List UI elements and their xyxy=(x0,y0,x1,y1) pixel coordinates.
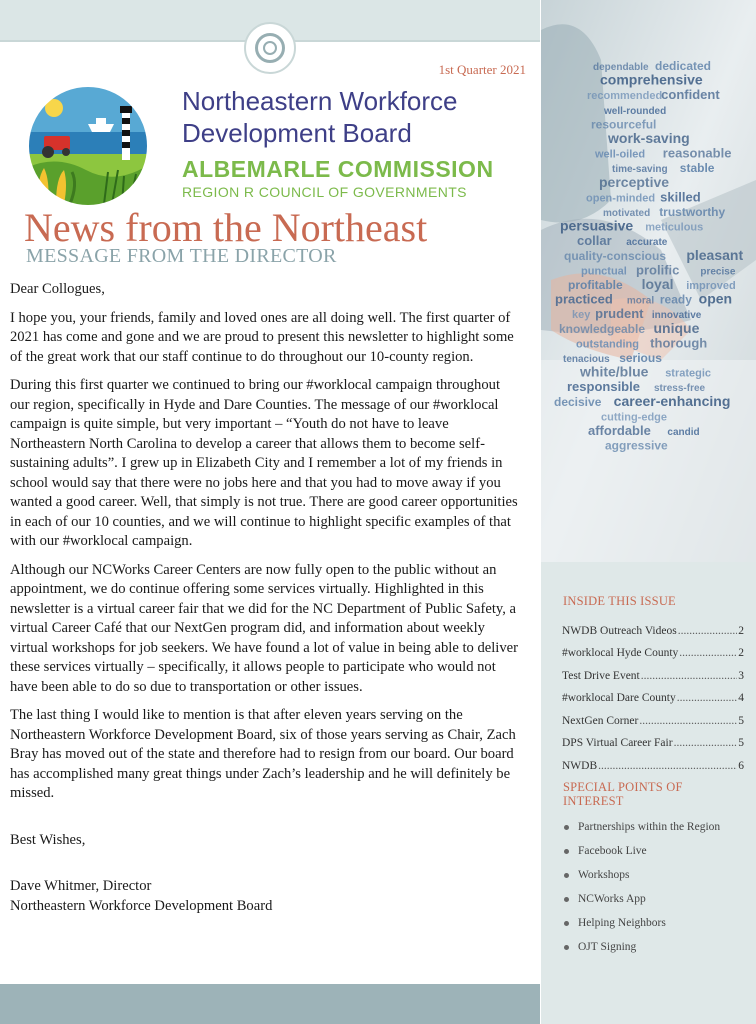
toc-item[interactable] xyxy=(562,727,744,750)
toc-item[interactable] xyxy=(562,749,744,772)
word-cloud-word: stable xyxy=(679,161,715,176)
word-cloud-word: dedicated xyxy=(655,59,712,73)
letter-paragraph: The last thing I would like to mention is that after eleven years serving on the Northeastern Workforce Development Board, six of those years serving as Chair, Zach Bray has moved out of the state and therefore had to resign from our board. Our board has accomplished many great things under Zach’s leadership and he will definitely be missed. xyxy=(10,707,516,801)
word-cloud-word: accurate xyxy=(626,237,668,249)
word-cloud-word: recommended xyxy=(587,90,663,103)
org-name-line1: Northeastern Workforce xyxy=(182,86,458,116)
word-cloud-word: cutting-edge xyxy=(601,411,667,424)
toc-page: 6 xyxy=(738,759,744,772)
word-cloud-word: aggressive xyxy=(605,438,668,453)
word-cloud-word: strategic xyxy=(665,367,712,380)
letter-signer: Dave Whitmer, Director xyxy=(10,878,152,894)
special-points-heading: SPECIAL POINTS OF INTEREST xyxy=(563,780,683,808)
word-cloud-word: meticulous xyxy=(645,221,704,234)
word-cloud-word: persuasive xyxy=(560,217,634,234)
word-cloud-word: tenacious xyxy=(563,354,610,365)
word-cloud-word: perceptive xyxy=(599,173,670,190)
toc-page: 2 xyxy=(738,624,744,637)
toc-item[interactable] xyxy=(562,682,744,705)
toc-label: #worklocal Hyde County xyxy=(562,647,679,659)
word-cloud-word: resourceful xyxy=(591,117,657,132)
letter-signer-org: Northeastern Workforce Development Board xyxy=(10,897,273,914)
list-item: Facebook Live xyxy=(562,844,742,858)
list-item: OJT Signing xyxy=(562,940,742,954)
word-cloud-word: open-minded xyxy=(586,192,656,205)
word-cloud-word: comprehensive xyxy=(600,71,703,88)
letter-closing: Best Wishes, xyxy=(10,831,86,848)
toc-label: NWDB Outreach Videos xyxy=(562,624,677,637)
org-name-line2: Development Board xyxy=(182,118,412,148)
section-subtitle: MESSAGE FROM THE DIRECTOR xyxy=(26,245,337,267)
word-cloud-word: well-rounded xyxy=(604,105,667,117)
letter-paragraph: During this first quarter we continued to bring our #worklocal campaign throughout our region, specifically in Hyde and Dare Counties. The message of our #worklocal campaign is quite simple, but very important – “Youth do not have to leave Northeastern North Carolina to develop a career that allows them to become self-sustaining adults”. I grew up in Elizabeth City and I remember a lot of my friends in school would say that there were no jobs here and that you had to move away if you wanted a good career. Well, that simply is not true. There are good career opportunities in each of our 10 counties, and we will continue to highlight specific examples of that with our #worklocal campaign. xyxy=(10,377,518,549)
director-letter xyxy=(10,280,518,916)
word-cloud-word: open xyxy=(698,290,733,307)
word-cloud-word: confident xyxy=(661,87,720,103)
table-of-contents xyxy=(562,614,744,772)
toc-page: 2 xyxy=(738,647,744,659)
word-cloud-word: punctual xyxy=(581,265,627,278)
bottom-band xyxy=(0,984,540,1024)
word-cloud-word: quality-conscious xyxy=(564,248,667,263)
word-cloud-word: time-saving xyxy=(612,164,668,176)
word-cloud-word: skilled xyxy=(660,189,701,205)
word-cloud-word: key xyxy=(572,309,591,322)
word-cloud-word: profitable xyxy=(568,278,623,292)
word-cloud-word: white/blue xyxy=(580,363,649,380)
toc-label: Test Drive Event xyxy=(562,669,640,682)
word-cloud-word: thorough xyxy=(650,335,708,351)
word-cloud-word: motivated xyxy=(603,208,651,219)
list-item: Partnerships within the Region xyxy=(562,820,742,834)
special-points-list xyxy=(562,820,742,964)
toc-item[interactable] xyxy=(562,614,744,637)
word-cloud-word: collar xyxy=(577,233,612,249)
toc-item[interactable] xyxy=(562,659,744,682)
word-cloud-word: prolific xyxy=(636,262,680,278)
commission-name: ALBEMARLE COMMISSION xyxy=(182,156,494,182)
word-cloud-word: work-saving xyxy=(608,130,690,146)
toc-item[interactable] xyxy=(562,704,744,727)
word-cloud-word: reasonable xyxy=(662,145,732,161)
letter-paragraph: Although our NCWorks Career Centers are now fully open to the public without an appointment, we do continue offering some services virtually. Highlighted in this newsletter is a virtual career fair that we did for the NC Department of Public Safety, a virtual Career Café that our NextGen program did, and information about weekly virtual workshops for job seekers. We have found a lot of value in being able to deliver these services virtually – specifically, it allows people to participate who would not have been able to do so due to transportation or other issues. xyxy=(10,561,518,695)
word-cloud-word: career-enhancing xyxy=(613,392,731,409)
newsletter-title: News from the Northeast xyxy=(24,205,428,250)
toc-page: 5 xyxy=(738,714,744,727)
issue-date: 1st Quarter 2021 xyxy=(438,62,526,77)
word-cloud-word: precise xyxy=(700,266,736,278)
board-logo-icon xyxy=(26,84,150,208)
word-cloud-word: candid xyxy=(667,427,700,438)
word-cloud-word: loyal xyxy=(641,276,674,292)
word-cloud-word: pleasant xyxy=(686,246,744,263)
word-cloud-word: outstanding xyxy=(576,338,639,351)
word-cloud-word: stress-free xyxy=(653,383,706,395)
word-cloud-word: unique xyxy=(653,319,700,336)
word-cloud-word: well-oiled xyxy=(595,148,646,161)
toc-page: 5 xyxy=(738,737,744,749)
word-cloud-image xyxy=(541,0,756,562)
toc-page: 4 xyxy=(738,692,744,704)
word-cloud-word: dependable xyxy=(593,62,649,73)
toc-label: NextGen Corner xyxy=(562,714,639,727)
word-cloud-word: practiced xyxy=(555,291,613,307)
toc-label: DPS Virtual Career Fair xyxy=(562,737,673,749)
word-cloud-word: trustworthy xyxy=(659,205,726,219)
word-cloud-word: prudent xyxy=(595,306,644,322)
word-cloud-word: improved xyxy=(686,280,736,292)
letter-paragraph: I hope you, your friends, family and loved ones are all doing well. The first quarter of 2021 has come and gone and we are proud to present this newsletter to highlight some of the great work that our staff continue to do throughout our 10-county region. xyxy=(10,309,514,365)
ring-ornament-icon xyxy=(244,22,296,74)
word-cloud-word: decisive xyxy=(554,394,602,409)
list-item: Helping Neighbors xyxy=(562,916,742,930)
toc-page: 3 xyxy=(738,669,744,682)
list-item: NCWorks App xyxy=(562,892,742,906)
region-name: REGION R COUNCIL OF GOVERNMENTS xyxy=(182,184,467,200)
word-cloud-word: innovative xyxy=(651,310,702,322)
inside-issue-heading: INSIDE THIS ISSUE xyxy=(563,594,676,608)
toc-label: NWDB xyxy=(562,759,598,772)
word-cloud-word: serious xyxy=(619,351,662,365)
word-cloud-word: knowledgeable xyxy=(559,321,646,336)
letter-salutation: Dear Collogues, xyxy=(10,281,105,297)
list-item: Workshops xyxy=(562,868,742,882)
toc-label: #worklocal Dare County xyxy=(562,692,676,704)
word-cloud-photo xyxy=(541,0,756,562)
word-cloud-word: affordable xyxy=(588,423,651,438)
sidebar xyxy=(541,562,756,1024)
word-cloud-word: moral xyxy=(626,295,655,307)
toc-item[interactable] xyxy=(562,637,744,660)
word-cloud-word: ready xyxy=(659,292,692,307)
word-cloud-word: responsible xyxy=(567,379,640,395)
